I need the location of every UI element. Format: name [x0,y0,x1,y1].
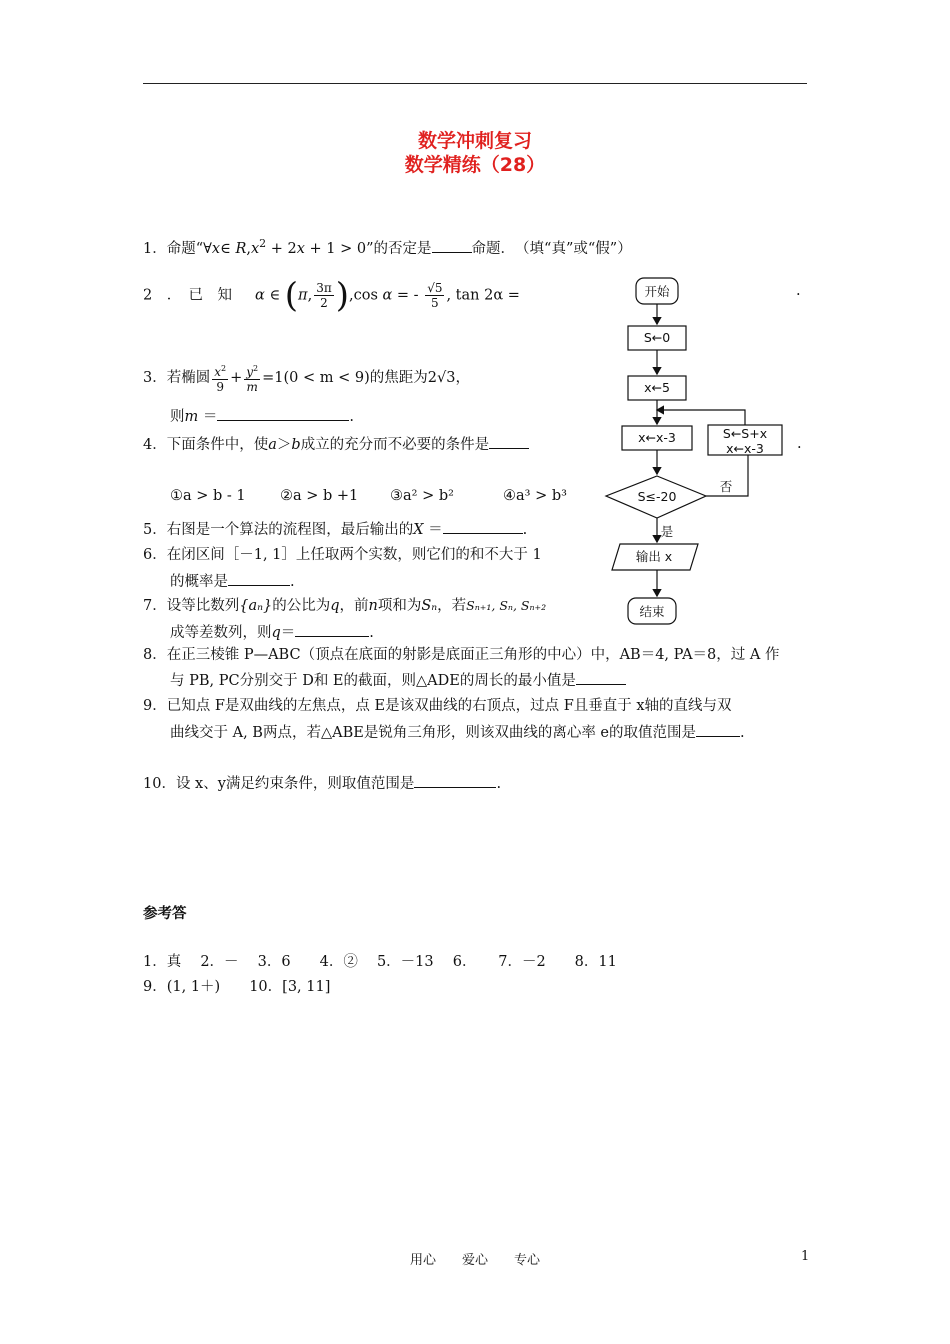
question-1: 1．命题“∀x∈ $R,x^2 + 2x + 1 > 0$”的否定是 命题． （填“真”或“假”） [143,237,632,257]
footer-motto: 用心 爱心 专心 [409,1253,540,1268]
answer-blank[interactable] [432,238,472,253]
question-2: 2 ． 已 知 α ∈ (π, $\frac{3\pi}{2}$ ),cos α = - $\frac{√5}{5}$ , tan 2α = [143,275,520,316]
answer-blank[interactable] [576,670,626,685]
answers-line-2: 9．(1, 1＋) 10．[3, 11] [143,979,331,995]
answer-blank[interactable] [217,406,349,421]
question-7-line1: 7．设等比数列{aₙ}的公比为q，前n项和为Sₙ，若Sₙ₊₁, Sₙ, Sₙ₊₂ [143,598,547,614]
question-4-option-1: ①a > b - 1 [170,488,246,504]
question-6-line1: 6．在闭区间［－1, 1］上任取两个实数，则它们的和不大于 1 [143,547,542,563]
flow-start-label: 开始 [644,284,670,299]
question-3: 3．若椭圆 $\frac{x^2}{9}$ + $\frac{y^2}{m}$ =1(0 < m < 9)的焦距为2√3， [143,364,470,394]
question-7-line2: 成等差数列，则q＝ . [170,622,374,643]
question-4-option-2: ②a > b +1 [280,488,359,504]
flow-ssx2-label: x←x-3 [726,441,764,456]
question-9-line1: 9．已知点 F是双曲线的左焦点，点 E是该双曲线的右顶点，过点 F且垂直于 x轴的直线与双 [143,698,732,714]
question-2-end: . [796,283,801,299]
header-rule [143,83,807,84]
title-sub: 数学精练（28） [404,154,546,176]
flow-ssx-label: S←S+x [722,426,768,441]
algorithm-flowchart [598,272,798,632]
question-8-line1: 8．在正三棱锥 P—ABC（顶点在底面的射影是底面正三角形的中心）中，AB＝4, PA＝8，过 A 作 [143,647,780,663]
question-3-line2: 则m ＝ . [170,406,354,427]
question-6-line2: 的概率是 . [170,571,295,592]
question-9-line2: 曲线交于 A, B两点，若△ABE是锐角三角形，则该双曲线的离心率 e的取值范围是 . [170,722,745,743]
question-10: 10．设 x、y满足约束条件，则取值范围是 . [143,773,501,794]
flow-s0-label: S←0 [643,330,671,345]
question-4-end: . [797,436,802,452]
flow-x5-label: x←5 [644,380,670,395]
flow-yes-label: 是 [660,524,674,539]
flow-no-label: 否 [719,479,733,494]
question-5: 5．右图是一个算法的流程图，最后输出的X ＝ . [143,519,527,540]
answer-blank[interactable] [228,571,290,586]
answers-line-1: 1．真 2．－ 3．6 4．② 5．－13 6． 7．－2 8．11 [143,954,617,970]
title-main: 数学冲刺复习 [417,130,532,152]
flow-xm3-label: x←x-3 [638,430,676,445]
answer-blank[interactable] [414,773,496,788]
flow-end-label: 结束 [639,604,665,619]
answer-blank[interactable] [443,519,523,534]
flow-output-label: 输出 x [635,549,673,564]
flow-condition-label: S≤-20 [637,489,677,504]
page-number: 1 [801,1249,810,1264]
question-4-option-3: ③a² > b² [390,488,454,504]
answers-heading: 参考答 [143,905,187,922]
question-8-line2: 与 PB, PC分别交于 D和 E的截面，则△ADE的周长的最小值是 [170,670,626,691]
answer-blank[interactable] [295,622,369,637]
answer-blank[interactable] [489,434,529,449]
question-4: 4．下面条件中，使a＞b成立的充分而不必要的条件是 [143,434,529,455]
question-4-option-4: ④a³ > b³ [503,488,567,504]
answer-blank[interactable] [696,722,740,737]
